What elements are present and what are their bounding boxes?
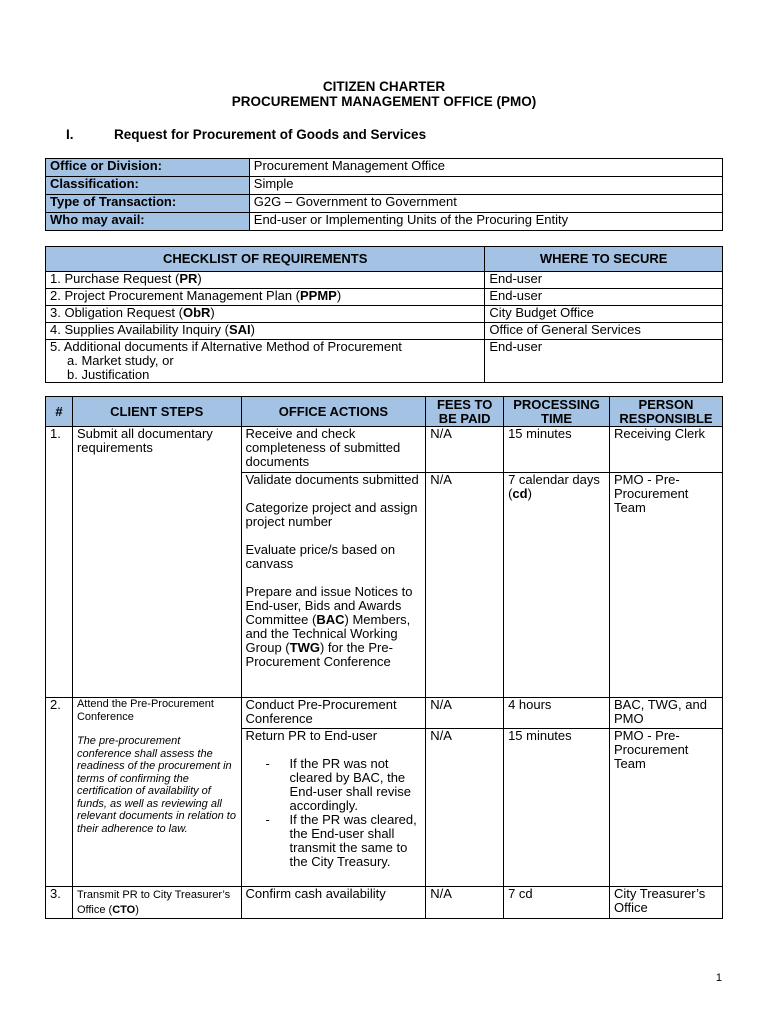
info-label: Who may avail: (46, 213, 250, 231)
person-responsible: Receiving Clerk (610, 427, 723, 473)
info-value: G2G – Government to Government (249, 195, 722, 213)
requirement: 1. Purchase Request (PR) (46, 272, 485, 289)
fees: N/A (426, 698, 504, 729)
page-number: 1 (715, 972, 722, 984)
table-row (46, 698, 723, 729)
processing-time: 15 minutes (504, 427, 610, 473)
info-table (45, 158, 723, 231)
requirement: 5. Additional documents if Alternative Method of Procurement a. Market study, or b. Justification (46, 340, 485, 383)
section-heading (66, 127, 426, 142)
person-responsible: PMO - Pre-Procurement Team (610, 473, 723, 698)
requirement: 4. Supplies Availability Inquiry (SAI) (46, 323, 485, 340)
office-action: Confirm cash availability (241, 887, 426, 919)
step-number: 1. (46, 427, 73, 698)
requirement: 3. Obligation Request (ObR) (46, 306, 485, 323)
info-row (46, 177, 723, 195)
processing-time: 7 cd (504, 887, 610, 919)
where-to-secure: End-user (485, 272, 723, 289)
table-row (46, 887, 723, 919)
office-action: Validate documents submitted Categorize project and assign project number Evaluate price/s based on canvass Prepare and issue Notices to End-user, Bids and Awards Committee (BAC) Members, and the Technical Working Group (TWG) for the Pre-Procurement Conference (241, 473, 426, 698)
where-to-secure: End-user (485, 289, 723, 306)
info-row (46, 159, 723, 177)
processing-time: 7 calendar days (cd) (504, 473, 610, 698)
office-action: Receive and check completeness of submitted documents (241, 427, 426, 473)
list-item: - If the PR was not cleared by BAC, the End-user shall revise accordingly. (246, 757, 422, 813)
info-label: Classification: (46, 177, 250, 195)
info-value: Simple (249, 177, 722, 195)
person-responsible: City Treasurer’s Office (610, 887, 723, 919)
info-label: Type of Transaction: (46, 195, 250, 213)
fees-header: FEES TO BE PAID (426, 397, 504, 427)
requirement: 2. Project Procurement Management Plan (PPMP) (46, 289, 485, 306)
step-number: 2. (46, 698, 73, 887)
checklist-table (45, 246, 723, 383)
checklist-row (46, 340, 723, 383)
checklist-header: CHECKLIST OF REQUIREMENTS (46, 247, 485, 272)
where-header: WHERE TO SECURE (485, 247, 723, 272)
step-number: 3. (46, 887, 73, 919)
processing-time: 4 hours (504, 698, 610, 729)
person-responsible: BAC, TWG, and PMO (610, 698, 723, 729)
client-step: Attend the Pre-Procurement Conference The pre-procurement conference shall assess the readiness of the procurement in terms of confirming the certification of availability of funds, as well as reviewing all relevant documents in relation to their adherence to law. (72, 698, 241, 887)
info-label: Office or Division: (46, 159, 250, 177)
processing-time-header: PROCESSING TIME (504, 397, 610, 427)
checklist-row (46, 272, 723, 289)
checklist-row (46, 323, 723, 340)
office-action: Return PR to End-user - If the PR was not cleared by BAC, the End-user shall revise accordingly. - If the PR was cleared, the End-user shall transmit the same to the City Treasury. (241, 729, 426, 887)
person-responsible: PMO - Pre-Procurement Team (610, 729, 723, 887)
info-row (46, 195, 723, 213)
person-responsible-header: PERSON RESPONSIBLE (610, 397, 723, 427)
where-to-secure: Office of General Services (485, 323, 723, 340)
info-value: End-user or Implementing Units of the Procuring Entity (249, 213, 722, 231)
fees: N/A (426, 887, 504, 919)
document-title: CITIZEN CHARTER (322, 79, 446, 94)
section-title: Request for Procurement of Goods and Services (114, 127, 427, 142)
client-step: Transmit PR to City Treasurer’s Office (CTO) (72, 887, 241, 919)
table-row (46, 427, 723, 473)
checklist-row (46, 306, 723, 323)
client-step-note: The pre-procurement conference shall assess the readiness of the procurement in terms of confirming the certification of availability of funds, as well as reviewing all relevant documents in relation to their adherence to law. (76, 735, 236, 835)
office-actions-header: OFFICE ACTIONS (241, 397, 426, 427)
checklist-row (46, 289, 723, 306)
client-step: Submit all documentary requirements (72, 427, 241, 698)
where-to-secure: City Budget Office (485, 306, 723, 323)
steps-table (45, 396, 723, 919)
info-value: Procurement Management Office (249, 159, 722, 177)
fees: N/A (426, 427, 504, 473)
fees: N/A (426, 473, 504, 698)
processing-time: 15 minutes (504, 729, 610, 887)
where-to-secure: End-user (485, 340, 723, 383)
document-subtitle: PROCUREMENT MANAGEMENT OFFICE (PMO) (231, 94, 537, 109)
list-item: - If the PR was cleared, the End-user shall transmit the same to the City Treasury. (246, 813, 422, 869)
info-row (46, 213, 723, 231)
num-header: # (46, 397, 73, 427)
section-number: I. (66, 127, 74, 142)
office-action: Conduct Pre-Procurement Conference (241, 698, 426, 729)
fees: N/A (426, 729, 504, 887)
client-steps-header: CLIENT STEPS (72, 397, 241, 427)
